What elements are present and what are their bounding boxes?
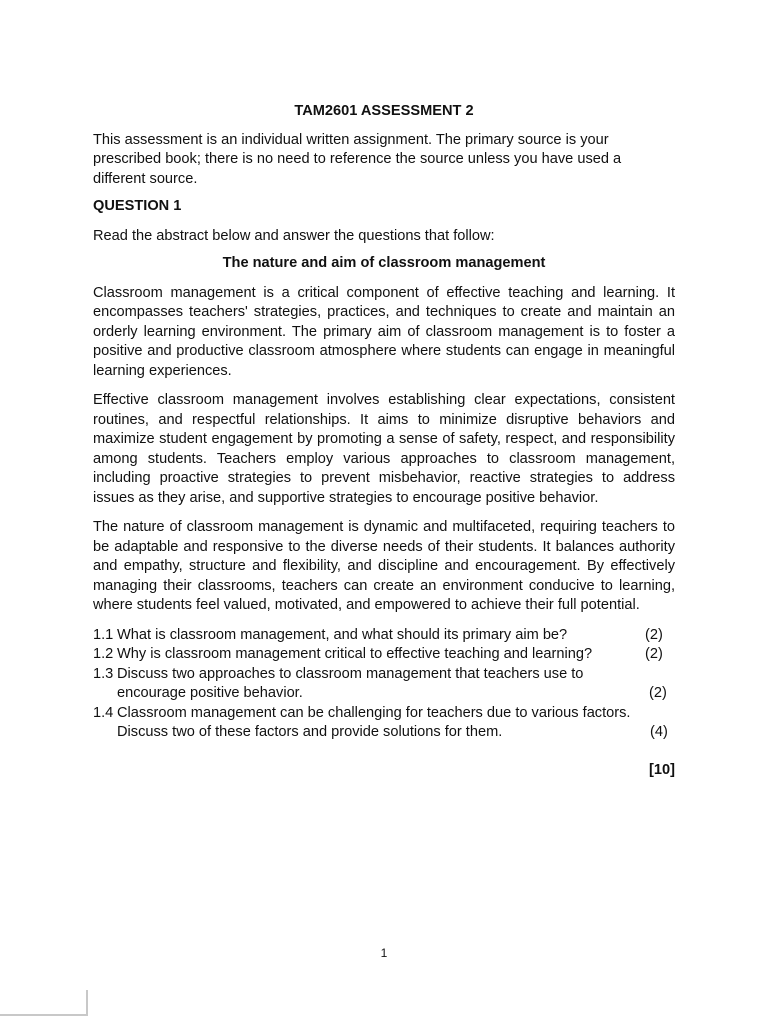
question-item	[93, 645, 675, 665]
question-item	[93, 704, 675, 743]
question-text: What is classroom management, and what should its primary aim be?	[117, 626, 568, 643]
abstract-paragraph-3: The nature of classroom management is dynamic and multifaceted, requiring teachers to be adaptable and responsive to the diverse needs of their students. It balances authority and empathy, structure and flexibility, and discipline and encouragement. By effectively managing their classrooms, teachers can create an environment conducive to learning, where students feel valued, motivated, and empowered to achieve their full potential.	[93, 519, 675, 613]
question-list	[93, 626, 675, 743]
question-text: Why is classroom management critical to effective teaching and learning?	[117, 646, 593, 662]
abstract-paragraph-1: Classroom management is a critical component of effective teaching and learning. It encompasses teachers' strategies, practices, and techniques to create and maintain an orderly learning environment. The primary aim of classroom management is to foster a positive and productive classroom atmosphere where students can engage in meaningful learning experiences.	[93, 284, 675, 379]
total-marks: [10]	[649, 761, 675, 778]
intro-paragraph: This assessment is an individual written assignment. The primary source is your prescribed book; there is no need to reference the source unless you have used a different source.	[93, 131, 622, 187]
question-number: 1.4	[93, 704, 114, 721]
question-text: Discuss two approaches to classroom management that teachers use to encourage positive behavior.	[117, 665, 584, 701]
question-marks: (2)	[649, 685, 667, 701]
abstract-title: The nature and aim of classroom management	[222, 255, 546, 271]
question-item	[93, 626, 675, 646]
instruction-text: Read the abstract below and answer the questions that follow:	[93, 227, 495, 244]
question-heading: QUESTION 1	[93, 198, 182, 214]
question-marks: (2)	[645, 626, 663, 643]
page-number: 1	[380, 946, 388, 960]
question-marks: (2)	[645, 646, 663, 662]
document-title: TAM2601 ASSESSMENT 2	[294, 103, 474, 119]
question-number: 1.1	[93, 626, 114, 643]
page-corner-marker	[0, 990, 88, 1016]
question-number: 1.2	[93, 646, 114, 662]
abstract-paragraph-2: Effective classroom management involves establishing clear expectations, consistent routines, and respectful relationships. It aims to minimize disruptive behaviors and maximize student engagement by promoting a sense of safety, respect, and responsibility among students. Teachers employ various approaches to classroom management, including proactive strategies to prevent misbehavior, reactive strategies to address issues as they arise, and supportive strategies to encourage positive behavior.	[93, 392, 675, 506]
question-number: 1.3	[93, 665, 114, 682]
question-text: Classroom management can be challenging for teachers due to various factors. Discuss two of these factors and provide solutions for them.	[117, 704, 631, 740]
question-marks: (4)	[650, 724, 668, 740]
question-item	[93, 665, 675, 704]
document-page	[93, 102, 675, 780]
